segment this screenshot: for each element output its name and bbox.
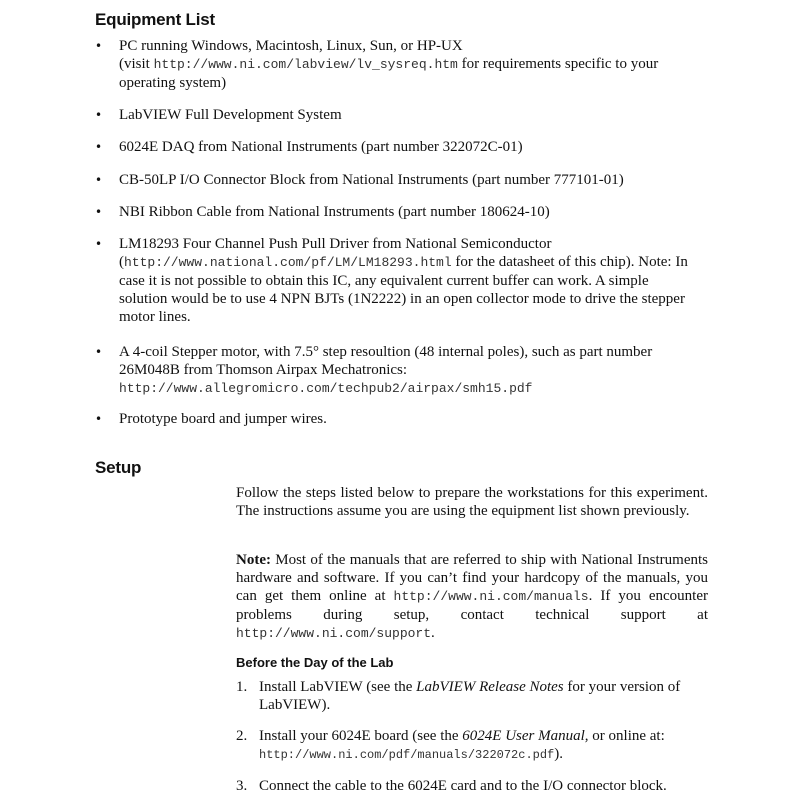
item-text: (visit <box>119 56 154 72</box>
step-number: 3. <box>236 778 248 794</box>
bullet-icon: • <box>95 173 103 187</box>
item-text: Prototype board and jumper wires. <box>119 411 327 427</box>
sysreq-link[interactable]: http://www.ni.com/labview/lv_sysreq.htm <box>153 57 458 72</box>
note-text: . <box>431 625 435 641</box>
user-manual-title: 6024E User Manual, <box>462 728 589 744</box>
bullet-icon: • <box>95 205 103 219</box>
item-text: A 4-coil Stepper motor, with 7.5° step resoultion (48 internal poles), such as part number 26M048B from Thomson Airpax Mechatronics: <box>119 344 653 378</box>
user-manual-link[interactable]: http://www.ni.com/pdf/manuals/322072c.pdf <box>259 748 555 762</box>
bullet-icon: • <box>95 140 103 154</box>
item-text: NBI Ribbon Cable from National Instruments (part number 180624-10) <box>119 204 550 220</box>
manuals-link[interactable]: http://www.ni.com/manuals <box>393 589 589 604</box>
bullet-icon: • <box>95 108 103 122</box>
item-text: for the datasheet of this chip). Note: In case it is not possible to obtain this IC, any equivalent current buffer can work. A simple solution would be to use 4 NPN BJTs (1N2222) in an open collector mode to drive the stepper motor lines. <box>119 254 688 325</box>
step-text: Install LabVIEW (see the <box>259 679 417 695</box>
support-link[interactable]: http://www.ni.com/support <box>236 626 432 641</box>
before-lab-subheading: Before the Day of the Lab <box>236 655 394 670</box>
bullet-icon: • <box>95 237 103 251</box>
item-text: for requirements specific to your operating system) <box>119 56 659 91</box>
step-text: for your version of LabVIEW). <box>259 679 681 713</box>
release-notes-title: LabVIEW Release Notes <box>416 679 564 695</box>
step-text: Connect the cable to the 6024E card and to the I/O connector block. <box>259 778 667 794</box>
note-label: Note: <box>236 552 271 568</box>
item-text: 6024E DAQ from National Instruments (part number 322072C-01) <box>119 139 523 155</box>
bullet-icon: • <box>95 345 103 359</box>
step-text: or online at: <box>588 728 665 744</box>
setup-heading: Setup <box>95 458 142 477</box>
item-text: CB-50LP I/O Connector Block from National Instruments (part number 777101-01) <box>119 172 624 188</box>
datasheet-link[interactable]: http://www.national.com/pf/LM/LM18293.html <box>124 255 452 270</box>
bullet-icon: • <box>95 39 103 53</box>
note-text: . If you encounter problems during setup, contact technical support at <box>236 588 708 623</box>
step-number: 2. <box>236 728 248 744</box>
item-text: LM18293 Four Channel Push Pull Driver from National Semiconductor <box>119 236 552 252</box>
item-text: LabVIEW Full Development System <box>119 107 342 123</box>
bullet-icon: • <box>95 412 103 426</box>
step-text: Install your 6024E board (see the <box>259 728 463 744</box>
step-number: 1. <box>236 679 248 695</box>
motor-datasheet-link[interactable]: http://www.allegromicro.com/techpub2/airpax/smh15.pdf <box>119 381 533 396</box>
equipment-list-heading: Equipment List <box>95 10 215 29</box>
item-text: ( <box>119 254 124 270</box>
note-text: Most of the manuals that are referred to ship with National Instruments hardware and software. If you can’t find your hardcopy of the manuals, you can get them online at <box>236 552 708 604</box>
step-text: ). <box>554 746 563 762</box>
item-text: PC running Windows, Macintosh, Linux, Sun, or HP-UX <box>119 38 463 54</box>
setup-note-paragraph <box>236 551 708 643</box>
setup-intro-paragraph: Follow the steps listed below to prepare the workstations for this experiment. The instructions assume you are using the equipment list shown previously. <box>236 485 708 519</box>
